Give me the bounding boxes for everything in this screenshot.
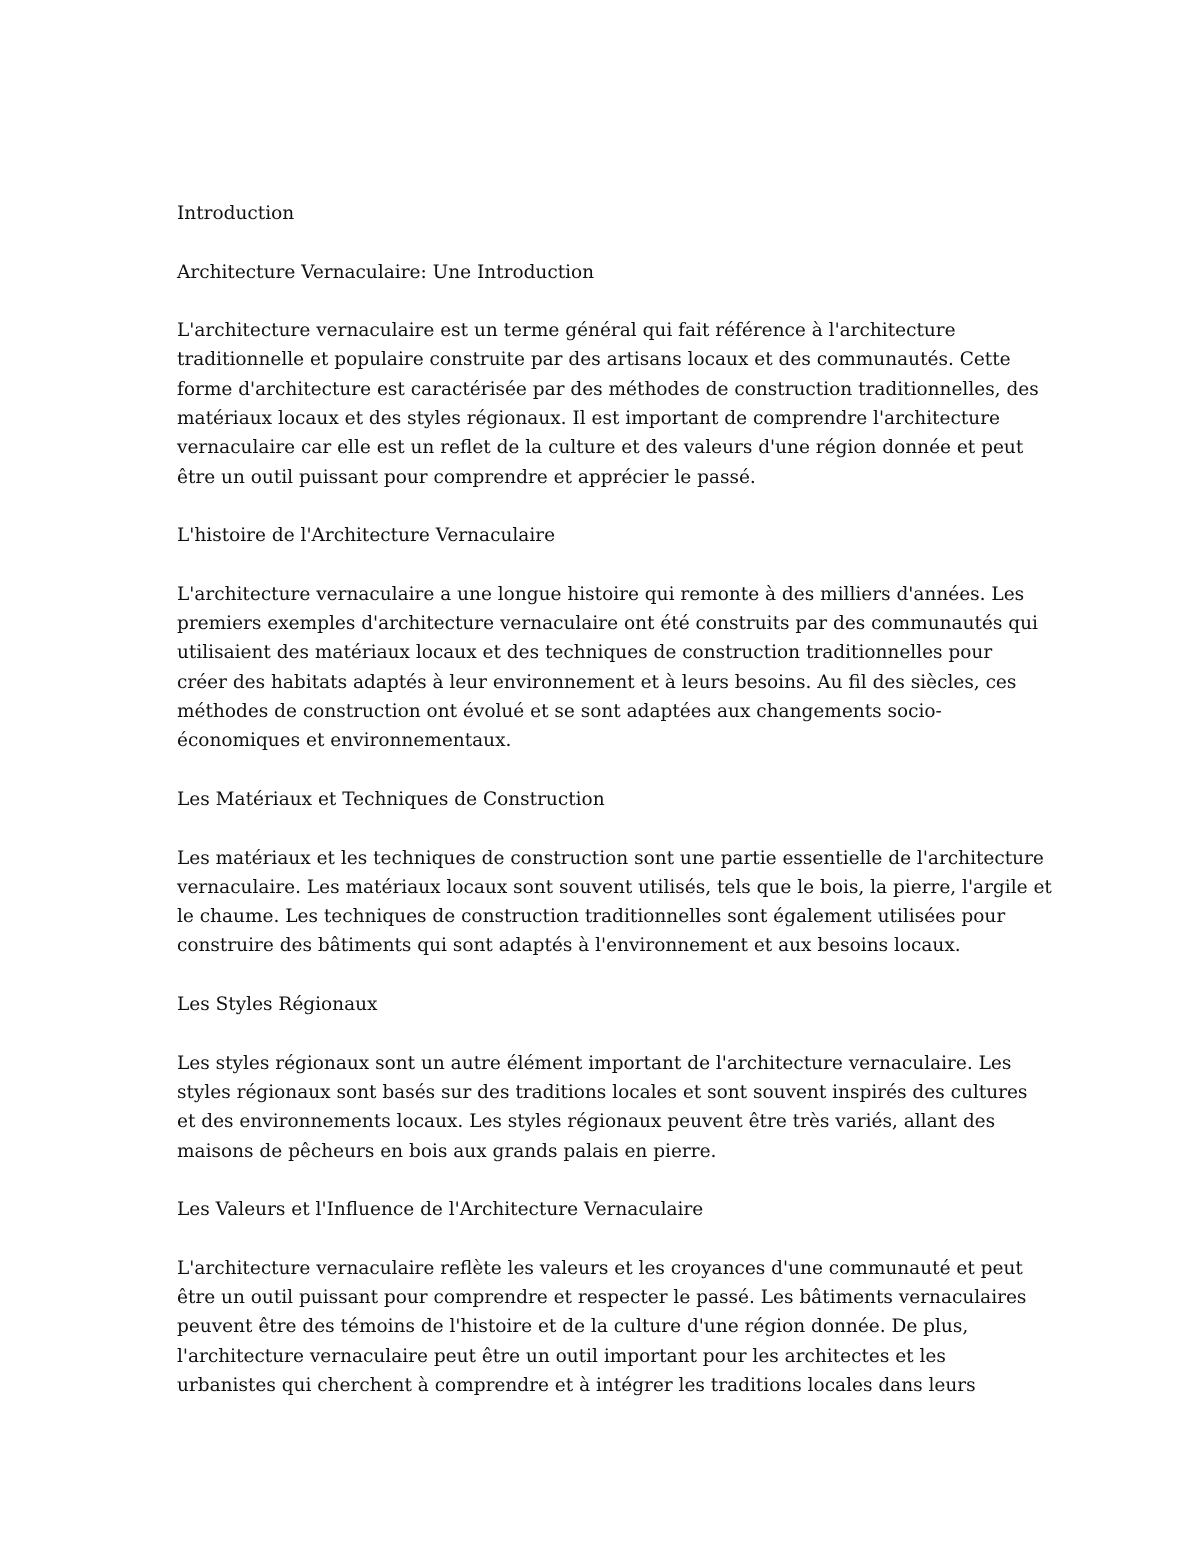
paragraph-line: matériaux locaux et des styles régionaux. Il est important de comprendre l'architecture	[177, 408, 1001, 430]
paragraph-introduction	[177, 316, 1039, 492]
paragraph-styles-regionaux	[177, 1049, 1027, 1166]
section-heading-styles-regionaux: Les Styles Régionaux	[177, 994, 378, 1016]
paragraph-line: l'architecture vernaculaire peut être un outil important pour les architectes et les	[177, 1345, 946, 1367]
section-heading-architecture-vernaculaire: Architecture Vernaculaire: Une Introduction	[177, 261, 595, 283]
paragraph-line: traditionnelle et populaire construite par des artisans locaux et des communautés. Cette	[177, 349, 1011, 371]
paragraph-line: L'architecture vernaculaire reflète les valeurs et les croyances d'une communauté et peut	[177, 1257, 1023, 1279]
paragraph-line: utilisaient des matériaux locaux et des techniques de construction traditionnelles pour	[177, 642, 993, 664]
section-heading-materiaux: Les Matériaux et Techniques de Construction	[177, 788, 605, 810]
paragraph-line: L'architecture vernaculaire est un terme général qui fait référence à l'architecture	[177, 320, 956, 342]
paragraph-histoire	[177, 580, 1038, 756]
paragraph-line: et des environnements locaux. Les styles régionaux peuvent être très variés, allant des	[177, 1111, 996, 1133]
paragraph-line: être un outil puissant pour comprendre et respecter le passé. Les bâtiments vernaculaires	[177, 1286, 1027, 1308]
paragraph-line: vernaculaire. Les matériaux locaux sont souvent utilisés, tels que le bois, la pierre, l'argile et	[177, 876, 1052, 898]
paragraph-line: maisons de pêcheurs en bois aux grands palais en pierre.	[177, 1140, 717, 1162]
section-heading-valeurs: Les Valeurs et l'Influence de l'Architecture Vernaculaire	[177, 1199, 704, 1221]
section-heading-introduction: Introduction	[177, 203, 295, 224]
paragraph-line: le chaume. Les techniques de construction traditionnelles sont également utilisées pour	[177, 906, 1006, 928]
paragraph-line: être un outil puissant pour comprendre et apprécier le passé.	[177, 466, 756, 488]
paragraph-line: créer des habitats adaptés à leur environnement et à leurs besoins. Au fil des siècles, ces	[177, 671, 1017, 693]
paragraph-line: méthodes de construction ont évolué et se sont adaptées aux changements socio-	[177, 701, 942, 723]
paragraph-materiaux	[177, 844, 1052, 961]
paragraph-line: urbanistes qui cherchent à comprendre et à intégrer les traditions locales dans leurs	[177, 1374, 976, 1396]
paragraph-line: premiers exemples d'architecture vernaculaire ont été construits par des communautés qui	[177, 613, 1038, 635]
paragraph-line: peuvent être des témoins de l'histoire et de la culture d'une région donnée. De plus,	[177, 1316, 969, 1338]
paragraph-valeurs	[177, 1254, 1027, 1400]
paragraph-line: économiques et environnementaux.	[177, 730, 512, 752]
section-heading-histoire: L'histoire de l'Architecture Vernaculaire	[177, 525, 556, 547]
paragraph-line: construire des bâtiments qui sont adaptés à l'environnement et aux besoins locaux.	[177, 935, 961, 957]
paragraph-line: L'architecture vernaculaire a une longue histoire qui remonte à des milliers d'années. Les	[177, 583, 1025, 605]
paragraph-line: Les matériaux et les techniques de construction sont une partie essentielle de l'architecture	[177, 847, 1044, 869]
paragraph-line: forme d'architecture est caractérisée par des méthodes de construction traditionnelles, des	[177, 378, 1039, 400]
document-body	[177, 199, 1052, 1429]
paragraph-line: styles régionaux sont basés sur des traditions locales et sont souvent inspirés des cultures	[177, 1081, 1028, 1103]
paragraph-line: Les styles régionaux sont un autre élément important de l'architecture vernaculaire. Les	[177, 1052, 1012, 1074]
paragraph-line: vernaculaire car elle est un reflet de la culture et des valeurs d'une région donnée et peut	[177, 437, 1024, 459]
